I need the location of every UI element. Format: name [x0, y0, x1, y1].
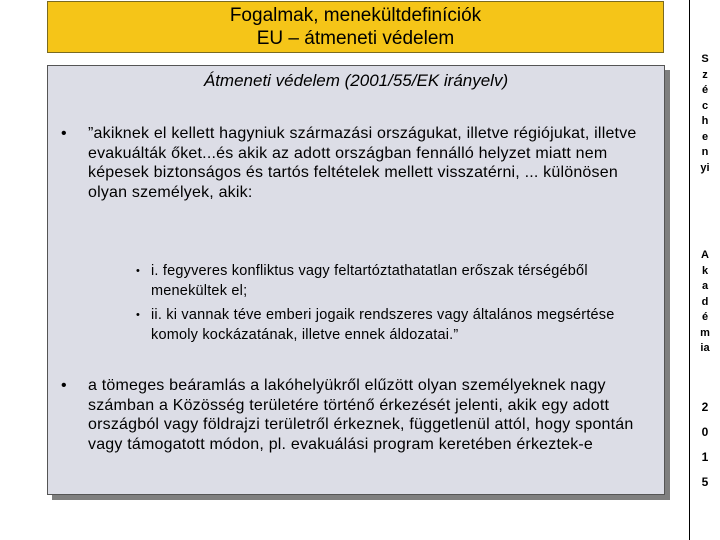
sidebar-year-digit: 2 [701, 400, 709, 414]
bullet-marker: • [61, 377, 67, 394]
slide-title-box [47, 1, 664, 53]
sidebar-letter: A [701, 249, 709, 261]
sub-bullet-text: ii. ki vannak téve emberi jogaik rendszeres vagy általános megsértése komoly kockázatának, illetve ennek áldozatai.” [151, 307, 615, 343]
sidebar-letter: é [701, 311, 709, 323]
sub-bullet-item [136, 261, 621, 301]
sidebar-letter: c [701, 99, 709, 112]
bullet-text: a tömeges beáramlás a lakóhelyükről elűzött olyan személyeknek nagy számban a Közösség területére történő érkezését jelenti, akik egy adott országból vagy földrajzi területről érkeznek, függetlenül attól, hogy spontán vagy támogatott módon, pl. evakuálási program keretében érkeztek-e [88, 377, 634, 453]
sidebar-letter: yi [700, 161, 710, 174]
vertical-sidebar [689, 0, 720, 540]
sidebar-letter: n [701, 146, 709, 158]
slide-subtitle: Átmeneti védelem (2001/55/EK irányelv) [203, 71, 509, 90]
sidebar-letter: e [701, 130, 709, 143]
sidebar-letter: z [702, 68, 708, 81]
content-box [47, 65, 665, 495]
sidebar-letter: é [701, 84, 709, 96]
sidebar-letter: S [701, 53, 709, 65]
bullet-text: ”akiknek el kellett hagyniuk származási országukat, illetve régiójukat, illetve evakuálták őket...és akik az adott országban fennálló helyzet miatt nem képesek biztonságos és tartós feltételek mellett visszatérni, ... különösen olyan személyek, akik: [88, 125, 637, 201]
sub-bullet-text: i. fegyveres konfliktus vagy feltartóztathatatlan erőszak térségéből menekültek el; [151, 263, 588, 299]
sidebar-year-digit: 0 [701, 425, 709, 439]
bullet-marker: • [61, 125, 67, 142]
sidebar-letter: d [701, 295, 709, 308]
sidebar-letter: k [701, 264, 709, 277]
sidebar-word-szechenyi [690, 52, 720, 176]
bullet-item [61, 376, 658, 454]
sidebar-letter: ia [700, 342, 710, 354]
sub-bullet-marker: • [136, 309, 141, 321]
sidebar-word-akademia [690, 248, 720, 357]
sub-bullet-marker: • [136, 265, 141, 277]
sidebar-year-digit: 5 [701, 475, 709, 489]
sidebar-letter: h [701, 115, 709, 127]
slide-title-line1: Fogalmak, menekültdefiníciók [229, 5, 482, 26]
sidebar-year-digit: 1 [701, 450, 709, 464]
sub-bullet-item [136, 305, 621, 345]
sidebar-letter: a [701, 280, 709, 292]
bullet-item [61, 124, 648, 202]
slide-title-line2: EU – átmeneti védelem [256, 28, 455, 49]
sidebar-letter: m [700, 326, 710, 339]
